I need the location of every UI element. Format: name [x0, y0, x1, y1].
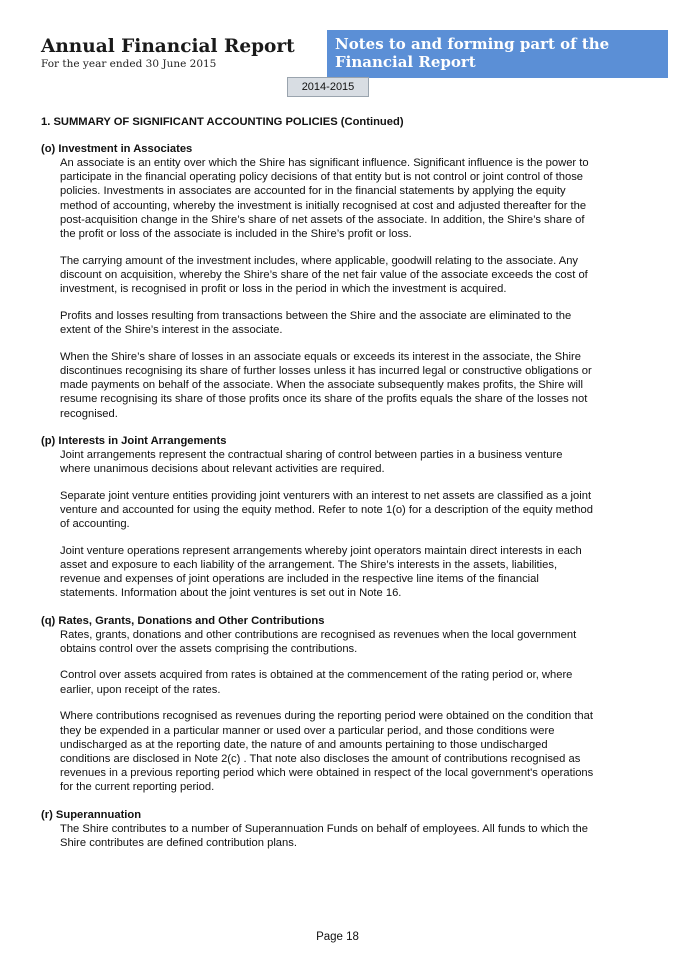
section-title: Notes to and forming part of the Financial Report: [335, 35, 610, 71]
section-heading: (r) Superannuation: [41, 808, 142, 821]
page-number: Page 18: [316, 931, 359, 943]
section-investment-in-associates: [41, 142, 596, 421]
section-heading: (p) Interests in Joint Arrangements: [41, 434, 227, 447]
section-banner: [327, 30, 668, 78]
section-rates-grants-donations: [41, 614, 596, 795]
paragraph: Joint venture operations represent arrangements whereby joint operators maintain direct interests in each asset and exposure to each liability of the arrangement. The Shire’s interests in the assets, liabilities, revenue and expenses of joint operations are included in the respective line items of the financial statements. Information about the joint ventures is set out in Note 16.: [60, 544, 582, 600]
report-header: [41, 36, 295, 71]
section-heading: (q) Rates, Grants, Donations and Other Contributions: [41, 614, 325, 627]
main-heading: 1. SUMMARY OF SIGNIFICANT ACCOUNTING POLICIES (Continued): [41, 116, 404, 128]
year-tab: 2014-2015: [287, 77, 369, 97]
paragraph: Separate joint venture entities providing joint venturers with an interest to net assets are classified as a joint venture and accounted for using the equity method. Refer to note 1(o) for a description of the equity method of accounting.: [60, 489, 593, 531]
paragraph: The carrying amount of the investment includes, where applicable, goodwill relating to the associate. Any discount on acquisition, whereby the Shire’s share of the net fair value of the associate exceeds the cost of investment, is recognised in profit or loss in the period in which the investment is acquired.: [60, 254, 588, 296]
paragraph: Control over assets acquired from rates is obtained at the commencement of the rating period or, where earlier, upon receipt of the rates.: [60, 669, 573, 696]
paragraph: Joint arrangements represent the contractual sharing of control between parties in a business venture where unanimous decisions about relevant activities are required.: [60, 448, 563, 475]
paragraph: Rates, grants, donations and other contributions are recognised as revenues when the local government obtains control over the assets comprising the contributions.: [60, 628, 577, 655]
page-content: [41, 115, 596, 863]
section-interests-in-joint-arrangements: [41, 434, 596, 601]
section-superannuation: [41, 808, 596, 850]
section-heading: (o) Investment in Associates: [41, 143, 193, 155]
paragraph: The Shire contributes to a number of Superannuation Funds on behalf of employees. All funds to which the Shire contributes are defined contribution plans.: [60, 822, 589, 849]
report-title: Annual Financial Report: [41, 36, 295, 57]
paragraph: Where contributions recognised as revenues during the reporting period were obtained on the condition that they be expended in a particular manner or used over a particular period, and those conditions were undischarged as at the reporting date, the nature of and amounts pertaining to those undischarged conditions are disclosed in Note 2(c) . That note also discloses the amount of contributions recognised as revenues in a previous reporting period which were obtained in respect of the local government's operations for the current reporting period.: [60, 710, 594, 794]
report-subtitle: For the year ended 30 June 2015: [41, 58, 217, 70]
paragraph: When the Shire’s share of losses in an associate equals or exceeds its interest in the associate, the Shire discontinues recognising its share of further losses unless it has incurred legal or constructive obligations or made payments on behalf of the associate. When the associate subsequently makes profits, the Shire will resume recognising its share of those profits once its share of the profits equals the share of the losses not recognised.: [60, 350, 592, 420]
paragraph: Profits and losses resulting from transactions between the Shire and the associate are eliminated to the extent of the Shire’s interest in the associate.: [60, 309, 572, 337]
paragraph: An associate is an entity over which the Shire has significant influence. Significant influence is the power to participate in the financial operating policy decisions of that entity but is not control or joint control of those policies. Investments in associates are accounted for in the financial statements by applying the equity method of accounting, whereby the investment is initially recognised at cost and adjusted thereafter for the post-acquisition change in the Shire’s share of net assets of the associate. In addition, the Shire’s share of the profit or loss of the associate is included in the Shire’s profit or loss.: [60, 157, 589, 241]
